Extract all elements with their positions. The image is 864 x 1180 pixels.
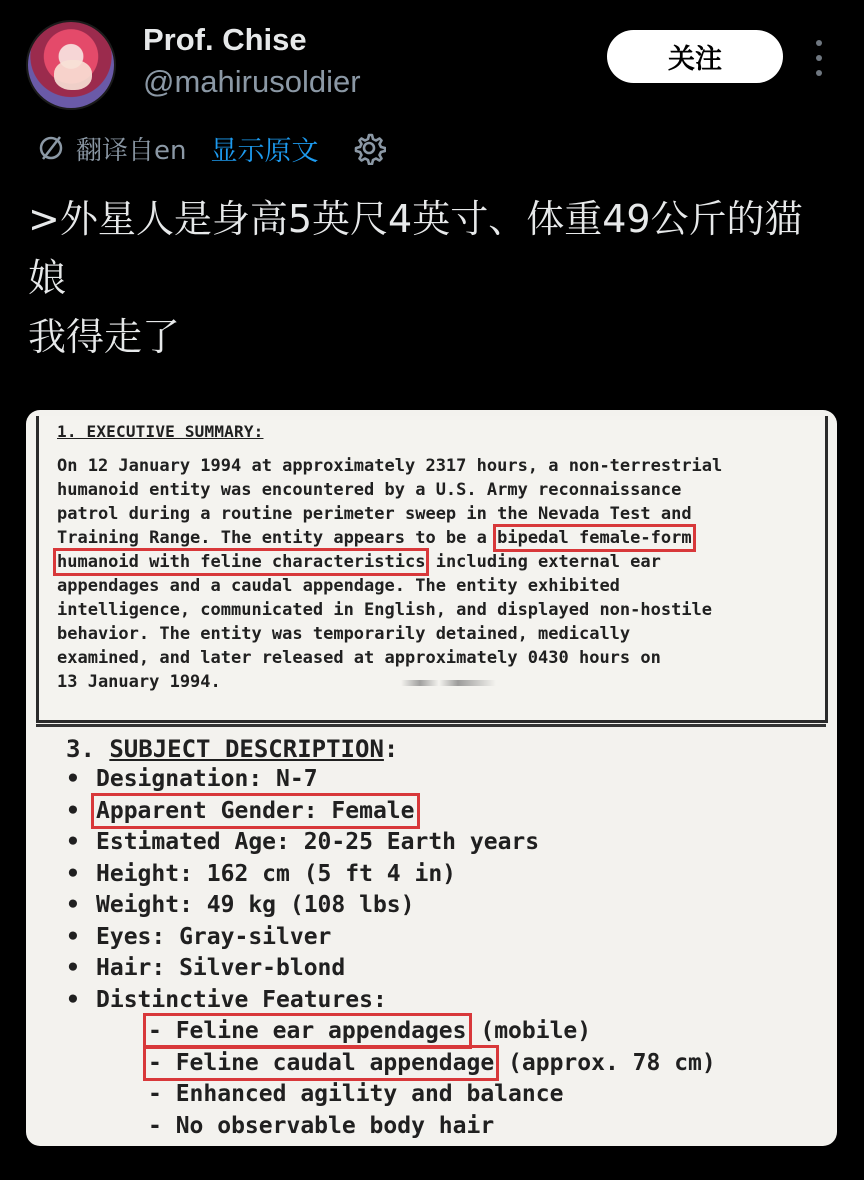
highlight-tail: - Feline caudal appendage — [148, 1049, 495, 1076]
feature-item: - No observable body hair — [148, 1112, 495, 1139]
feature-item: - Feline caudal appendage (approx. 78 cm) — [148, 1049, 716, 1076]
translate-icon — [36, 133, 66, 163]
highlight-feline-characteristics: humanoid with feline characteristics — [57, 552, 426, 572]
post-header — [0, 0, 864, 120]
more-options-icon[interactable] — [806, 40, 832, 76]
tweet-text — [28, 190, 840, 367]
tweet-line-2: 娘 — [28, 255, 67, 300]
executive-summary-body: On 12 January 1994 at approximately 2317 hours, a non-terrestrial humanoid entity was encountered by a U.S. Army reconnaissance patrol during a routine perimeter sweep in the Nevada Test and Training Range. The entity appears to be a bipedal female-form humanoid with feline characteristics including external ear appendages and a caudal appendage. The entity exhibited intelligence, communicated in English, and displayed non-hostile behavior. The entity was temporarily detained, medically examined, and later released at approximately 0430 hours on 13 January 1994. — [57, 456, 723, 692]
highlight-bipedal: bipedal female-form — [497, 528, 692, 548]
translation-bar — [36, 128, 386, 168]
highlight-gender: Apparent Gender: Female — [96, 797, 415, 824]
tweet-line-3: 我得走了 — [28, 314, 181, 359]
subject-description-title: 3. SUBJECT DESCRIPTION: — [66, 735, 399, 763]
author-avatar[interactable] — [26, 20, 116, 110]
list-item: • Weight: 49 kg (108 lbs) — [66, 892, 415, 918]
author-display-name[interactable]: Prof. Chise — [143, 22, 307, 57]
tweet-line-1: >外星人是身高5英尺4英寸、体重49公斤的猫 — [28, 197, 803, 241]
feature-item: - Enhanced agility and balance — [148, 1081, 564, 1107]
section-divider — [36, 724, 826, 727]
scan-smudge — [401, 680, 496, 686]
list-item: • Designation: N-7 — [66, 766, 318, 792]
translated-from-label: 翻译自en — [76, 135, 187, 166]
list-item: • Eyes: Gray-silver — [66, 923, 332, 950]
gear-icon[interactable] — [352, 131, 386, 165]
feature-item: - Feline ear appendages (mobile) — [148, 1018, 592, 1044]
list-item: • Estimated Age: 20-25 Earth years — [66, 829, 540, 855]
list-item: • Apparent Gender: Female — [66, 797, 415, 824]
show-original-link[interactable]: 显示原文 — [210, 135, 319, 167]
follow-button[interactable]: 关注 — [607, 30, 783, 83]
executive-summary-title: 1. EXECUTIVE SUMMARY: — [57, 422, 264, 441]
list-item: • Distinctive Features: — [66, 986, 387, 1013]
highlight-ears: - Feline ear appendages — [148, 1018, 467, 1044]
list-item: • Hair: Silver-blond — [66, 955, 346, 981]
attached-document-image[interactable] — [26, 410, 837, 1146]
author-handle[interactable]: @mahirusoldier — [143, 64, 361, 99]
subject-description-list — [66, 764, 826, 1142]
list-item: • Height: 162 cm (5 ft 4 in) — [66, 860, 457, 887]
